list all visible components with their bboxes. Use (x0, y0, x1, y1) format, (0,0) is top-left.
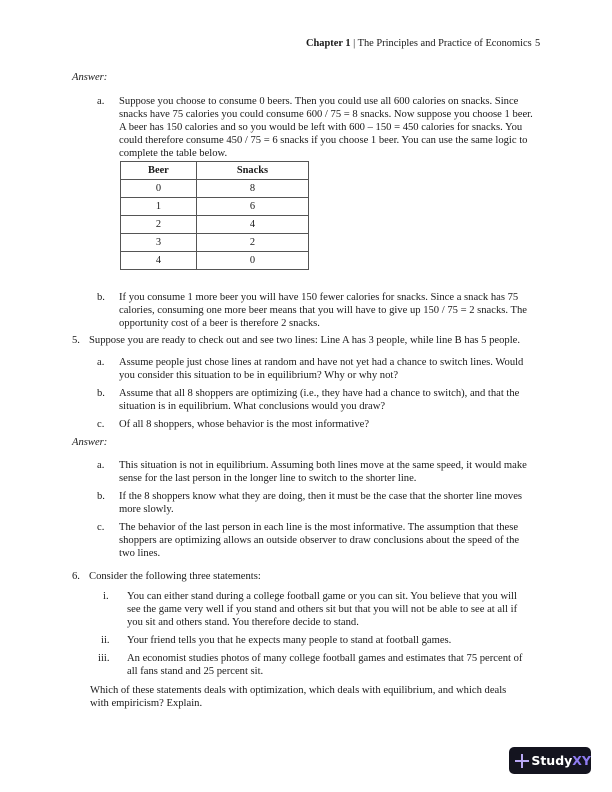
roman-marker: ii. (101, 635, 110, 646)
roman-marker: i. (103, 591, 109, 602)
text-line: situation is in equilibrium. What conclusions would you draw? (119, 401, 386, 413)
studyxy-badge[interactable] (509, 747, 591, 774)
table-cell: 4 (121, 252, 197, 270)
text-line: Assume that all 8 shoppers are optimizing (i.e., they have had a chance to switch), and that the (119, 388, 520, 399)
table-cell: 0 (121, 180, 197, 198)
page-number: 5 (535, 38, 541, 49)
text-line: could therefore consume 450 / 75 = 6 snacks if you choose 1 beer. You can use the same logic to (119, 135, 528, 147)
question-number: 6. (72, 571, 80, 582)
text-line: snacks have 75 calories you could consume 600 / 75 = 8 snacks. Now suppose you choose 1 beer. (119, 109, 533, 121)
paragraph (127, 652, 522, 678)
paragraph (119, 387, 519, 413)
question-text (89, 334, 520, 347)
text-line: complete the table below. (119, 148, 228, 160)
column-header: Beer (121, 162, 197, 180)
paragraph (119, 356, 523, 382)
text-line: more slowly. (119, 504, 174, 516)
text-line: two lines. (119, 548, 161, 560)
list-marker: a. (97, 96, 105, 107)
list-marker: b. (97, 491, 105, 502)
table-row (121, 180, 309, 198)
column-header: Snacks (196, 162, 308, 180)
table-row (121, 234, 309, 252)
text-line: An economist studies photos of many college football games and estimates that 75 percent of (127, 653, 523, 664)
beer-snacks-table (120, 161, 309, 270)
paragraph (119, 418, 369, 431)
text-line: calories, consuming one more beer means that you will have to give up 150 / 75 = 2 snacks. The (119, 305, 527, 317)
list-marker: c. (97, 522, 105, 533)
text-line: Of all 8 shoppers, whose behavior is the most informative? (119, 419, 370, 430)
text-line: you sit and others stand. You therefore decide to stand. (127, 617, 359, 629)
table-header-row (121, 162, 309, 180)
question-number: 5. (72, 335, 80, 346)
table-row (121, 216, 309, 234)
text-line: Suppose you choose to consume 0 beers. Then you could use all 600 calories on snacks. Since (119, 96, 519, 107)
text-line: shoppers are optimizing allows an outside observer to draw conclusions about the speed of the (119, 535, 520, 547)
text-line: see the game very well if you stand and others sit but that you will not be able to see at all if (127, 604, 518, 616)
text-line: with empiricism? Explain. (90, 698, 203, 710)
list-marker: b. (97, 292, 105, 303)
text-line: If you consume 1 more beer you will have 150 fewer calories for snacks. Since a snack has 75 (119, 292, 519, 303)
answer-label: Answer: (72, 437, 108, 448)
text-line: Consider the following three statements: (89, 571, 261, 582)
paragraph (119, 490, 522, 516)
text-line: You can either stand during a college football game or you can sit. You believe that you will (127, 591, 517, 602)
paragraph (119, 459, 527, 485)
text-line: The behavior of the last person in each line is the most informative. The assumption that these (119, 522, 519, 533)
table-row (121, 198, 309, 216)
question-text (89, 570, 261, 583)
table-cell: 2 (196, 234, 308, 252)
text-line: opportunity cost of a beer is therefore 2 snacks. (119, 318, 320, 330)
text-line: This situation is not in equilibrium. Assuming both lines move at the same speed, it would make (119, 460, 527, 471)
list-marker: c. (97, 419, 105, 430)
paragraph (119, 95, 533, 160)
paragraph (119, 521, 519, 560)
chapter-label: Chapter 1 (306, 38, 351, 49)
paragraph (119, 291, 527, 330)
plus-icon (515, 754, 527, 768)
header-separator: | (350, 38, 358, 49)
text-line: Suppose you are ready to check out and see two lines: Line A has 3 people, while line B has 5 people. (89, 335, 521, 346)
answer-label: Answer: (72, 72, 108, 83)
paragraph (90, 684, 506, 710)
running-header (306, 37, 576, 50)
list-marker: a. (97, 460, 105, 471)
brand-accent: XY (572, 752, 591, 768)
paragraph (127, 590, 517, 629)
table-row (121, 252, 309, 270)
text-line: A beer has 150 calories and so you would be left with 600 – 150 = 450 calories for snacks. You (119, 122, 523, 134)
table-cell: 6 (196, 198, 308, 216)
list-marker: b. (97, 388, 105, 399)
table-cell: 1 (121, 198, 197, 216)
text-line: you consider this situation to be in equilibrium? Why or why not? (119, 370, 399, 382)
text-line: Your friend tells you that he expects many people to stand at football games. (127, 635, 452, 646)
text-line: Assume people just chose lines at random and have not yet had a chance to switch lines. Would (119, 357, 524, 368)
text-line: If the 8 shoppers know what they are doing, then it must be the case that the shorter line moves (119, 491, 523, 502)
text-line: sense for the last person in the longer line to switch to the shorter line. (119, 473, 417, 485)
chapter-title: The Principles and Practice of Economics (357, 38, 532, 49)
table-cell: 2 (121, 216, 197, 234)
list-marker: a. (97, 357, 105, 368)
paragraph (127, 634, 451, 647)
table-cell: 4 (196, 216, 308, 234)
text-line: all fans stand and 25 percent sit. (127, 666, 264, 678)
roman-marker: iii. (98, 653, 110, 664)
brand-main: Study (531, 752, 573, 768)
table-cell: 8 (196, 180, 308, 198)
table-cell: 3 (121, 234, 197, 252)
table-cell: 0 (196, 252, 308, 270)
text-line: Which of these statements deals with optimization, which deals with equilibrium, and which deals (90, 685, 507, 696)
